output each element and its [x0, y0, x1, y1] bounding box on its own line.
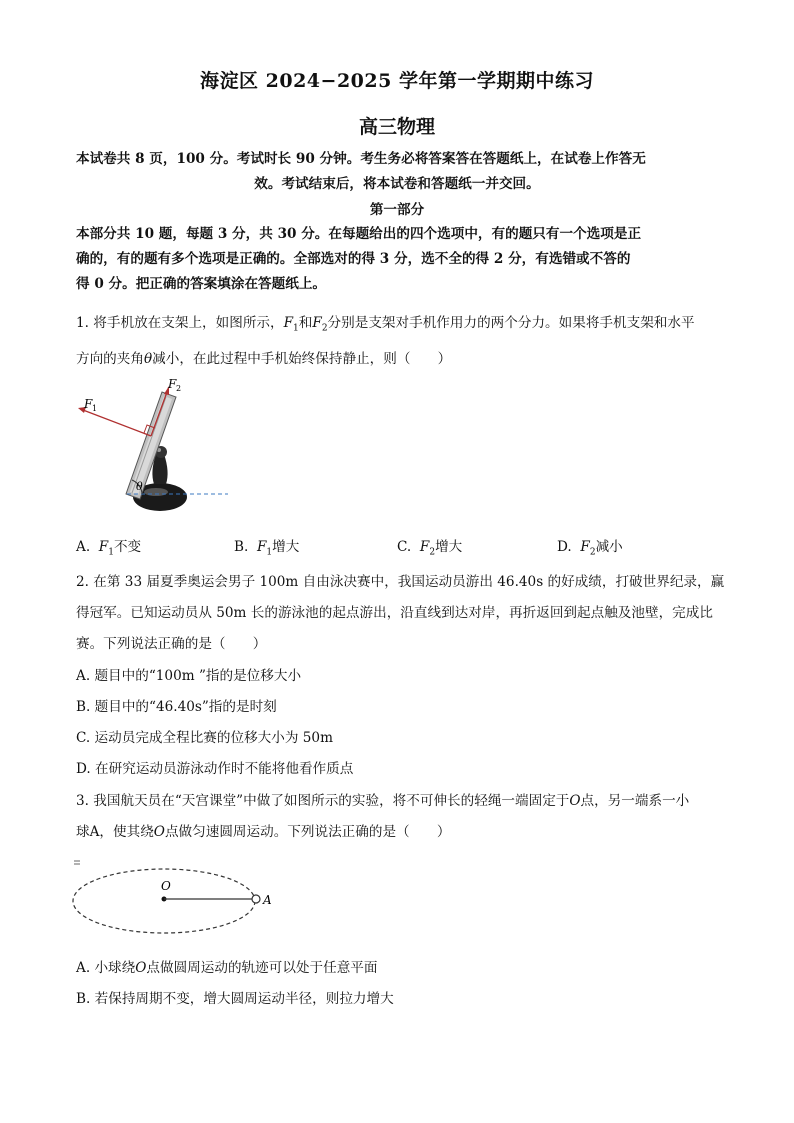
label-a: A: [263, 893, 272, 907]
f1-arrow: [83, 410, 151, 436]
part1-heading: 第一部分: [369, 202, 425, 218]
q3-stem-line-1: 3. 我国航天员在“天宫课堂”中做了如图所示的实验，将不可伸长的轻绳一端固定于O点，另一端系一小: [76, 793, 690, 809]
q1-phone-stand-figure: [70, 372, 240, 520]
instructions-line-1: 本试卷共 8 页，100 分。考试时长 90 分钟。考生务必将答案答在答题纸上，在试卷上作答无: [76, 151, 646, 167]
ball-a: [252, 895, 260, 903]
q2-stem-line-1: 2. 在第 33 届夏季奥运会男子 100m 自由泳决赛中，我国运动员游出 46.40s 的好成绩，打破世界纪录，赢: [76, 574, 725, 590]
stand-base-highlight: [144, 488, 168, 496]
theta-label: θ: [136, 480, 143, 493]
q1-option-c[interactable]: C. $F_2$增大: [397, 539, 463, 558]
q3-option-b[interactable]: B. 若保持周期不变，增大圆周运动半径，则拉力增大: [76, 991, 394, 1007]
svg-text:2: 2: [176, 384, 182, 393]
instructions-line-2: 效。考试结束后，将本试卷和答题纸一并交回。: [254, 176, 540, 192]
part1-desc-line-3: 得 0 分。把正确的答案填涂在答题纸上。: [76, 276, 327, 292]
q3-circular-motion-figure: [66, 852, 276, 942]
svg-text:1: 1: [92, 404, 98, 413]
q1-option-b[interactable]: B. $F_1$增大: [234, 539, 300, 558]
q2-option-d[interactable]: D. 在研究运动员游泳动作时不能将他看作质点: [76, 761, 354, 777]
subject-title: 高三物理: [358, 116, 435, 138]
q3-option-a[interactable]: A. 小球绕O点做圆周运动的轨迹可以处于任意平面: [76, 960, 378, 976]
q2-option-b[interactable]: B. 题目中的“46.40s”指的是时刻: [76, 699, 277, 715]
f1-label: F: [84, 397, 93, 411]
q2-option-a[interactable]: A. 题目中的“100m ”指的是位移大小: [76, 668, 302, 684]
q1-stem-line-2: 方向的夹角θ减小，在此过程中手机始终保持静止，则（ ）: [76, 351, 452, 367]
exam-title: 海淀区 2024−2025 学年第一学期期中练习: [200, 70, 594, 92]
label-o: O: [161, 879, 171, 893]
q2-stem-line-3: 赛。下列说法正确的是（ ）: [76, 636, 267, 652]
q2-stem-line-2: 得冠军。已知运动员从 50m 长的游泳池的起点游出，沿直线到达对岸，再折返回到起点触及池壁，完成比: [76, 605, 713, 621]
q1-stem-line-1: 1. 将手机放在支架上，如图所示，$F_1$和$F_2$分别是支架对手机作用力的两个分力。如果将手机支架和水平: [76, 315, 695, 334]
f2-label: F: [168, 377, 177, 391]
q2-option-c[interactable]: C. 运动员完成全程比赛的位移大小为 50m: [76, 730, 333, 746]
part1-desc-line-2: 确的，有的题有多个选项是正确的。全部选对的得 3 分，选不全的得 2 分，有选错或不答的: [76, 251, 631, 267]
q1-option-a[interactable]: A. $F_1$不变: [76, 539, 142, 558]
part1-desc-line-1: 本部分共 10 题，每题 3 分，共 30 分。在每题给出的四个选项中，有的题只有一个选项是正: [76, 226, 642, 242]
q1-option-d[interactable]: D. $F_2$减小: [557, 539, 623, 558]
q3-stem-line-2: 球A，使其绕O点做匀速圆周运动。下列说法正确的是（ ）: [76, 824, 451, 840]
